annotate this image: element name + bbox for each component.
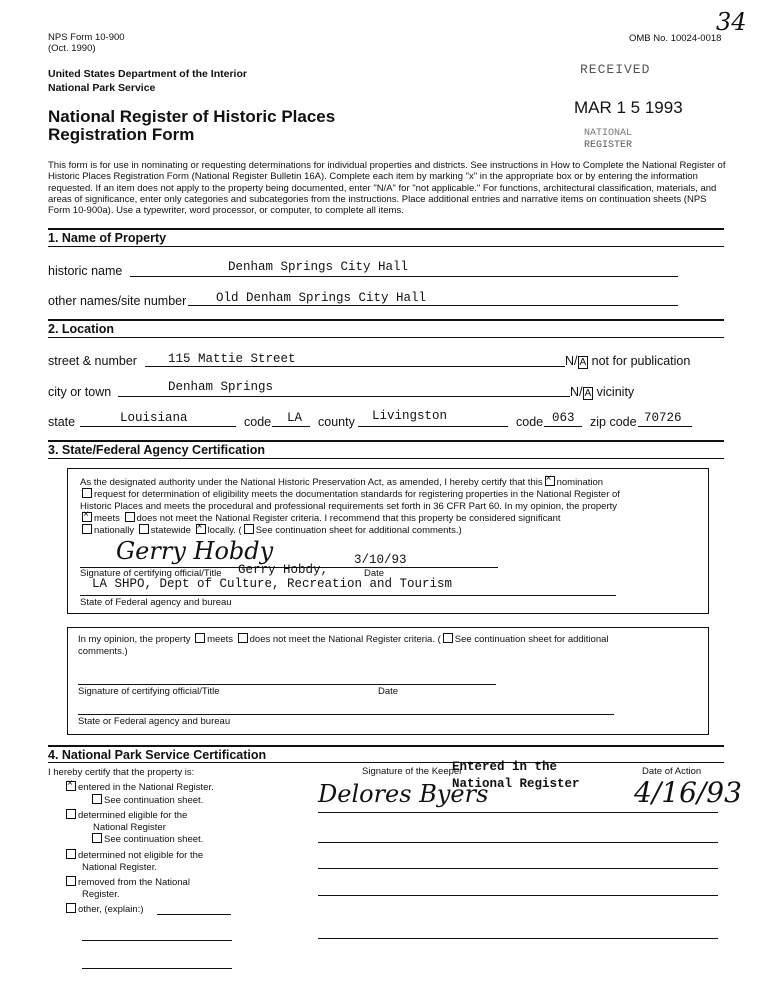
sig2-label: Signature of certifying official/Title [78, 686, 220, 697]
date-label: Date [364, 568, 385, 579]
locally-label: locally. ( [207, 525, 242, 536]
official-signature: Gerry Hobdy [116, 537, 274, 565]
date-action-label: Date of Action [642, 766, 702, 777]
cert-line1b: nomination [556, 477, 604, 488]
vicinity[interactable] [570, 385, 634, 399]
eligible-checkbox[interactable] [66, 809, 76, 819]
eligible-see-checkbox[interactable] [92, 833, 102, 843]
opt-entered-see: See continuation sheet. [104, 795, 204, 806]
not-meet-checkbox[interactable] [125, 512, 135, 522]
entered-stamp-line2: National Register [452, 777, 580, 791]
zip-value[interactable]: 70726 [644, 411, 682, 425]
section2-heading: 2. Location [48, 322, 114, 336]
page-title: National Register of Historic Places [48, 107, 336, 126]
omb-number: OMB No. 10024-0018 [629, 33, 722, 44]
removed-checkbox[interactable] [66, 876, 76, 886]
dept-line2: National Park Service [48, 82, 156, 94]
cert-line4b: does not meet the National Register criteria. I recommend that this property be considered significant [136, 513, 561, 524]
opt-not-eligible-b: National Register. [82, 862, 157, 873]
code-label: code [244, 415, 272, 429]
opt-eligible-see: See continuation sheet. [104, 834, 204, 845]
county-label: county [318, 415, 355, 429]
state-certification-panel [67, 468, 709, 614]
zip-label: zip code [590, 415, 637, 429]
date2-label: Date [378, 686, 399, 697]
vicinity-box[interactable]: A [584, 388, 592, 399]
intro-text: This form is for use in nominating or requesting determinations for individual properties and districts. See instructions in How to Complete the National Register of Historic Places Registration Form (National Register Bulletin 16A). Complete each item by marking "x" in the appropriate box or by entering the information requested. If an item does not apply to the property being documented, enter "N/A" for "not applicable." For functions, architectural classification, materials, and areas of significance, enter only categories and subcategories from the instructions. Place additional entries and narrative items on continuation sheets (NPS Form 10-900a). Use a typewriter, word processor, or computer, to complete all items. [48, 160, 726, 217]
nationally-label: nationally [94, 525, 135, 536]
cert-line2: request for determination of eligibility meets the documentation standards for registering properties in the National Register of [94, 489, 620, 500]
cert-date-value[interactable]: 3/10/93 [354, 553, 407, 567]
cert-line4a: meets [94, 513, 120, 524]
city-label: city or town [48, 385, 112, 399]
opinion-continuation-checkbox[interactable] [443, 633, 453, 643]
opinion-text-e: comments.) [78, 646, 128, 657]
vicinity-label: vicinity [596, 385, 635, 399]
form-number: NPS Form 10-900 [48, 32, 125, 43]
state-value[interactable]: Louisiana [120, 411, 188, 425]
section4-heading: 4. National Park Service Certification [48, 748, 267, 762]
opinion-text-a: In my opinion, the property [78, 634, 191, 645]
entered-see-checkbox[interactable] [92, 794, 102, 804]
statewide-label: statewide [150, 525, 191, 536]
opinion-text-d: See continuation sheet for additional [454, 634, 609, 645]
not-pub-box[interactable]: A [579, 357, 587, 368]
code-value[interactable]: LA [287, 411, 303, 425]
section1-heading: 1. Name of Property [48, 231, 167, 245]
code2-value[interactable]: 063 [552, 411, 575, 425]
not-pub-label: not for publication [591, 354, 691, 368]
entered-checkbox[interactable] [66, 781, 76, 791]
county-value[interactable]: Livingston [372, 409, 448, 423]
opinion-text-b: meets [207, 634, 233, 645]
other-checkbox[interactable] [66, 903, 76, 913]
opt-removed-a: removed from the National [78, 877, 190, 888]
certify-label: I hereby certify that the property is: [48, 767, 195, 778]
other-names-value[interactable]: Old Denham Springs City Hall [216, 291, 427, 305]
sig-label: Signature of certifying official/Title [80, 568, 222, 579]
keeper-sig-label: Signature of the Keeper [362, 766, 463, 777]
stamp-national: NATIONAL [584, 128, 633, 139]
opt-not-eligible-a: determined not eligible for the [78, 850, 204, 861]
street-value[interactable]: 115 Mattie Street [168, 352, 296, 366]
state-label: state [48, 415, 76, 429]
agency-value[interactable]: LA SHPO, Dept of Culture, Recreation and Tourism [92, 577, 453, 591]
nomination-checkbox[interactable] [545, 476, 555, 486]
stamp-register: REGISTER [584, 140, 633, 151]
statewide-checkbox[interactable] [139, 524, 149, 534]
locally-checkbox[interactable] [196, 524, 206, 534]
city-value[interactable]: Denham Springs [168, 380, 274, 394]
not-for-publication[interactable] [565, 354, 690, 368]
opt-removed-b: Register. [82, 889, 120, 900]
request-checkbox[interactable] [82, 488, 92, 498]
opt-eligible-a: determined eligible for the [78, 810, 188, 821]
vicinity-prefix: N/ [570, 385, 583, 399]
received-stamp: RECEIVED [580, 62, 651, 77]
form-date: (Oct. 1990) [48, 43, 96, 54]
dept-line1: United States Department of the Interior [48, 68, 247, 80]
nationally-checkbox[interactable] [82, 524, 92, 534]
cert-line1: As the designated authority under the National Historic Preservation Act, as amended, I hereby certify that this [80, 477, 543, 488]
corner-number: 34 [716, 8, 747, 36]
continuation-checkbox[interactable] [244, 524, 254, 534]
opinion-meets-checkbox[interactable] [195, 633, 205, 643]
section3-heading: 3. State/Federal Agency Certification [48, 443, 265, 457]
opinion-not-meet-checkbox[interactable] [238, 633, 248, 643]
opt-other: other, (explain:) [78, 904, 144, 915]
other-names-label: other names/site number [48, 294, 187, 308]
agency-label: State of Federal agency and bureau [80, 597, 232, 608]
not-pub-prefix: N/ [565, 354, 578, 368]
opinion-text-c: does not meet the National Register criteria. ( [249, 634, 441, 645]
opinion-panel [67, 627, 709, 735]
official-name[interactable]: Gerry Hobdy, [238, 563, 329, 577]
opt-entered: entered in the National Register. [78, 782, 214, 793]
agency2-label: State or Federal agency and bureau [78, 716, 231, 727]
action-date-value: 4/16/93 [634, 776, 742, 809]
cert-line3: Historic Places and meets the procedural and professional requirements set forth in 36 CFR Part 60. In my opinion, the property [80, 501, 618, 512]
page-subtitle: Registration Form [48, 125, 195, 144]
historic-name-value[interactable]: Denham Springs City Hall [228, 260, 409, 274]
continuation-label: See continuation sheet for additional comments.) [255, 525, 462, 536]
opt-eligible-b: National Register [93, 822, 166, 833]
stamp-date: MAR 1 5 1993 [574, 98, 683, 117]
code2-label: code [516, 415, 544, 429]
street-label: street & number [48, 354, 137, 368]
keeper-signature: Delores Byers [318, 780, 489, 808]
meets-checkbox[interactable] [82, 512, 92, 522]
historic-name-label: historic name [48, 264, 123, 278]
not-eligible-checkbox[interactable] [66, 849, 76, 859]
entered-stamp-line1: Entered in the [452, 760, 558, 774]
